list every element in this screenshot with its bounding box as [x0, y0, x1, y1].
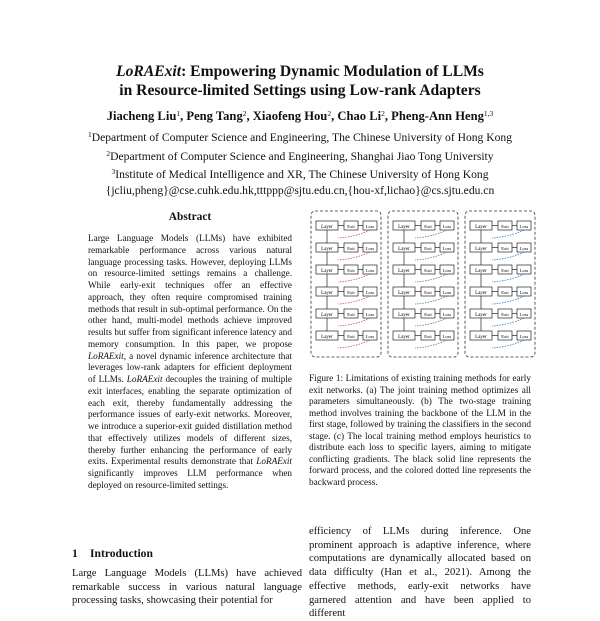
backward-arrow [492, 340, 524, 348]
abstract-heading: Abstract [168, 211, 212, 223]
title-line-1 [60, 62, 540, 81]
figure-1-diagram [309, 209, 533, 359]
loss-label: Loss [365, 289, 375, 295]
backward-arrow [492, 252, 524, 260]
author: Peng Tang$^2$, [186, 109, 253, 123]
exit-label: Exit [501, 267, 509, 273]
affiliation: $^3$Institute of Medical Intelligence and XR, The Chinese University of Hong Kong [111, 167, 489, 182]
loss-label: Loss [519, 333, 529, 339]
backward-arrow [415, 296, 447, 304]
affiliations [40, 127, 560, 198]
backward-arrow [415, 230, 447, 238]
loss-label: Loss [519, 245, 529, 251]
loss-label: Loss [365, 311, 375, 317]
loss-label: Loss [442, 223, 452, 229]
loss-label: Loss [442, 267, 452, 273]
introduction-text: Large Language Models (LLMs) have achieved remarkable success in various natural language processing tasks, showcasing their potential for [72, 568, 302, 606]
layer-label: Layer [321, 312, 333, 318]
exit-label: Exit [501, 289, 509, 295]
backward-arrow [415, 318, 447, 326]
layer-label: Layer [398, 268, 410, 274]
exit-label: Exit [501, 311, 509, 317]
layer-label: Layer [398, 246, 410, 252]
backward-arrow [492, 274, 524, 282]
exit-label: Exit [347, 245, 355, 251]
exit-label: Exit [424, 267, 432, 273]
exit-label: Exit [424, 289, 432, 295]
backward-arrow [338, 340, 370, 348]
layer-label: Layer [398, 334, 410, 340]
backward-arrow [338, 296, 370, 304]
exit-label: Exit [501, 223, 509, 229]
loss-label: Loss [365, 333, 375, 339]
exit-label: Exit [424, 333, 432, 339]
right-column-text: efficiency of LLMs during inference. One prominent approach is adaptive inference, where computations are dynamically allocated based on data difficulty (Han et al., 2021). Among the effective methods, early-exit networks have garnered attention and have been applied to different [309, 526, 531, 620]
author: Pheng-Ann Heng$^{1,3}$ [391, 109, 494, 123]
loss-label: Loss [442, 289, 452, 295]
figure-1-caption: Figure 1: Limitations of existing training methods for early exit networks. (a) The joint training method optimizes all parameters simultaneously. (b) The two-stage training method involves training the backbone of the LLM in the first stage, followed by training the classifiers in the second stage. (c) The local training method employs heuristics to distribute each loss to specific layers, aiming to mitigate conflicting gradients. The black solid line represents the forward process, and the colored dotted line represents the backward process. [309, 374, 531, 488]
exit-label: Exit [424, 223, 432, 229]
loss-label: Loss [519, 223, 529, 229]
exit-label: Exit [424, 245, 432, 251]
exit-label: Exit [347, 333, 355, 339]
loss-label: Loss [442, 333, 452, 339]
exit-label: Exit [347, 311, 355, 317]
layer-label: Layer [321, 246, 333, 252]
layer-label: Layer [398, 312, 410, 318]
layer-label: Layer [475, 246, 487, 252]
loss-label: Loss [519, 289, 529, 295]
exit-label: Exit [347, 267, 355, 273]
layer-label: Layer [321, 290, 333, 296]
title-emphasis: LoRAExit [116, 63, 182, 80]
layer-label: Layer [475, 268, 487, 274]
loss-label: Loss [442, 245, 452, 251]
loss-label: Loss [365, 245, 375, 251]
loss-label: Loss [365, 223, 375, 229]
abstract-text: Large Language Models (LLMs) have exhibited remarkable performance across various natural language processing tasks. However, deploying LLMs on resource-limited settings remains a challenge. While early-exit techniques offer an effective approach, they often require compromised training methods that result in sub-optimal performance. On the other hand, multi-model methods achieve improved results but suffer from significant inference latency and memory consumption. In this paper, we propose LoRAExit, a novel dynamic inference architecture that leverages low-rank adapters for efficient deployment of LLMs. LoRAExit decouples the training of multiple exit interfaces, enabling the separate optimization of each exit, thereby fundamentally addressing the performance issues of early-exit networks. Moreover, we introduce a superior-exit guided distillation method that effectively utilizes models of different sizes, thereby further enhancing the performance of early exits. Experimental results demonstrate that LoRAExit significantly improves LLM performance when deployed on resource-limited settings. [88, 233, 293, 490]
layer-label: Layer [475, 312, 487, 318]
loss-label: Loss [519, 311, 529, 317]
layer-label: Layer [475, 290, 487, 296]
backward-arrow [338, 230, 370, 238]
loss-label: Loss [442, 311, 452, 317]
exit-label: Exit [501, 245, 509, 251]
affiliation: $^1$Department of Computer Science and Engineering, The Chinese University of Hong Kong [87, 130, 513, 144]
backward-arrow [492, 230, 524, 238]
layer-label: Layer [321, 224, 333, 230]
layer-label: Layer [321, 334, 333, 340]
backward-arrow [338, 274, 370, 282]
exit-label: Exit [424, 311, 432, 317]
author-emails: {jcliu,pheng}@cse.cuhk.edu.hk,tttppp@sjtu.edu.cn,{hou-xf,lichao}@cs.sjtu.edu.cn [105, 183, 495, 197]
layer-label: Layer [475, 334, 487, 340]
backward-arrow [415, 252, 447, 260]
layer-label: Layer [398, 290, 410, 296]
author: Chao Li$^2$, [337, 109, 392, 123]
affiliation: $^2$Department of Computer Science and Engineering, Shanghai Jiao Tong University [106, 148, 494, 163]
backward-arrow [415, 340, 447, 348]
exit-label: Exit [347, 289, 355, 295]
backward-arrow [492, 318, 524, 326]
exit-label: Exit [347, 223, 355, 229]
backward-arrow [415, 274, 447, 282]
backward-arrow [492, 296, 524, 304]
paper-title [60, 62, 540, 100]
section-heading-introduction: 1 Introduction [72, 547, 153, 560]
loss-label: Loss [365, 267, 375, 273]
title-rest: : Empowering Dynamic Modulation of LLMs [181, 63, 484, 80]
author-list [40, 109, 560, 124]
layer-label: Layer [321, 268, 333, 274]
exit-label: Exit [501, 333, 509, 339]
author: Jiacheng Liu$^1$, [106, 109, 187, 123]
backward-arrow [338, 318, 370, 326]
layer-label: Layer [475, 224, 487, 230]
title-line-2: in Resource-limited Settings using Low-rank Adapters [119, 82, 481, 99]
author: Xiaofeng Hou$^2$, [252, 109, 338, 123]
layer-label: Layer [398, 224, 410, 230]
loss-label: Loss [519, 267, 529, 273]
backward-arrow [338, 252, 370, 260]
